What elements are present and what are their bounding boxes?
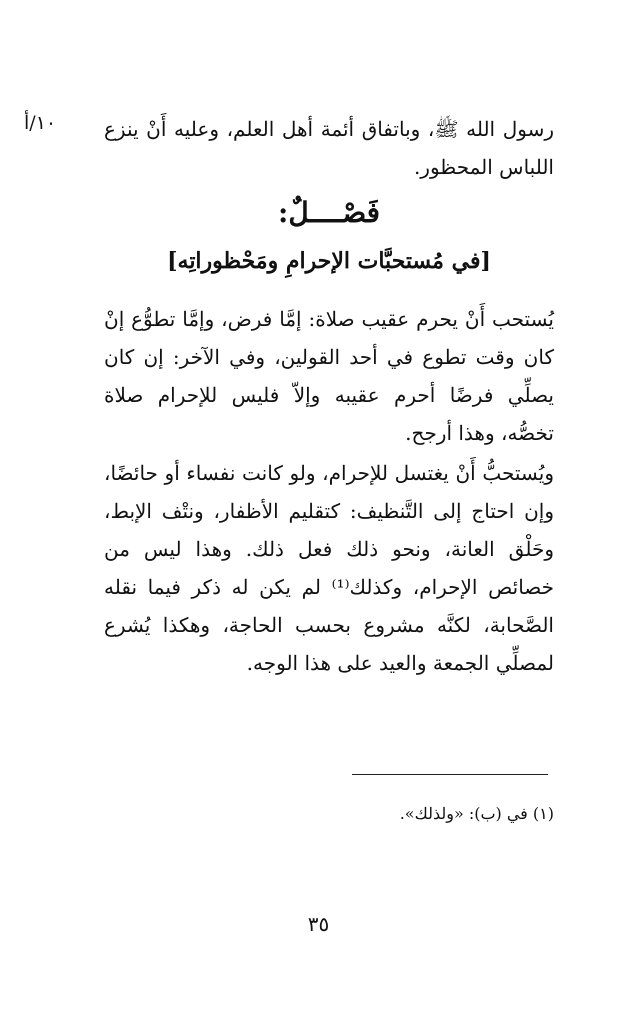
page-number: ٣٥ [307,912,330,936]
section-title: فَصْــــلٌ: [277,196,381,229]
paragraph-1: رسول الله ﷺ، وباتفاق أئمة أهل العلم، وعليه أَنْ ينزع اللباس المحظور. [104,117,554,179]
paragraph-3: ويُستحبُّ أَنْ يغتسل للإحرام، ولو كانت نفساء أو حائضًا، وإن احتاج إلى التَّنظيف: كتقليم الأظفار، ونتْف الإبط، وحَلْق العانة، ونحو ذلك فعل ذلك. وهذا ليس من خصائص الإحرام، وكذلك⁽¹⁾ لم يكن له ذكر فيما نقله الصَّحابة، لكنَّه مشروع بحسب الحاجة، وهكذا يُشرع لمصلِّي الجمعة والعيد على هذا الوجه. [104,461,554,675]
paragraph-2: يُستحب أَنْ يحرم عقيب صلاة: إمَّا فرض، وإمَّا تطوُّع إنْ كان وقت تطوع في أحد القولين، وفي الآخر: إن كان يصلِّي فرضًا أحرم عقيبه وإلاّ فليس للإحرام صلاة تخصُّه، وهذا أرجح. [104,307,554,445]
footnote-divider [352,774,548,775]
margin-reference: ١٠/أ [24,112,57,134]
footnote: (١) في (ب): «ولذلك». [399,804,554,823]
section-subtitle: [في مُستحبَّات الإحرامِ ومَحْظوراتِه] [167,248,491,274]
